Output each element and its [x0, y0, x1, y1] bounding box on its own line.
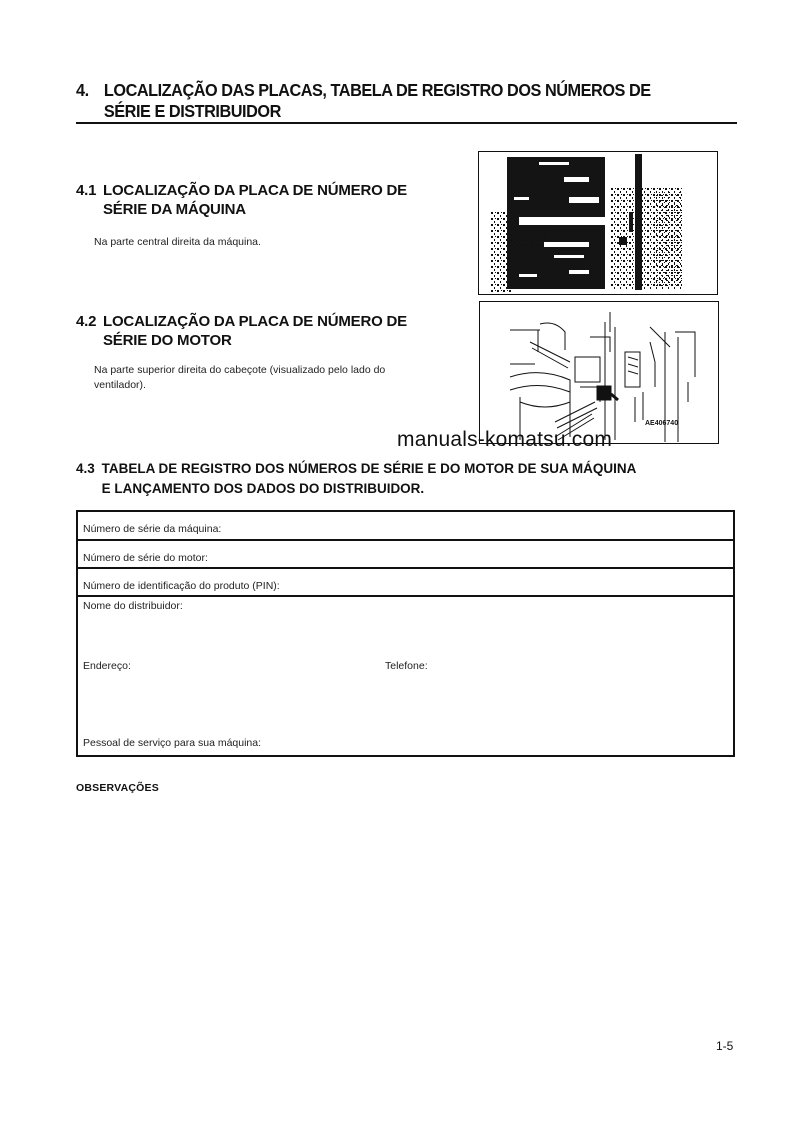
subsection-body-4-1: Na parte central direita da máquina. — [94, 236, 261, 248]
section-title-line1: LOCALIZAÇÃO DAS PLACAS, TABELA DE REGISTRO DOS NÚMEROS DE — [103, 80, 651, 100]
machine-photo-image — [479, 152, 717, 294]
distributor-name-label: Nome do distribuidor: — [83, 600, 183, 612]
phone-label: Telefone: — [385, 660, 428, 672]
engine-plate-drawing — [479, 301, 719, 444]
distributor-block[interactable] — [78, 597, 733, 755]
pin-row[interactable] — [78, 569, 733, 597]
heading-rule — [76, 122, 737, 124]
page-number: 1-5 — [716, 1039, 734, 1053]
body-line1: Na parte superior direita do cabeçote (visualizado pelo lado do — [94, 364, 386, 376]
observations-heading: OBSERVAÇÕES — [76, 782, 159, 794]
subsection-heading-4-2 — [76, 312, 466, 352]
registration-table — [76, 510, 735, 757]
subsection-body-4-2 — [94, 363, 464, 393]
engine-serial-label: Número de série do motor: — [83, 552, 208, 564]
engine-drawing-image — [480, 302, 718, 443]
section-number: 4. — [76, 80, 89, 100]
subsection-title-line2: E LANÇAMENTO DOS DADOS DO DISTRIBUIDOR. — [101, 481, 425, 497]
watermark-text: manuals-komatsu.com — [397, 428, 613, 451]
address-label: Endereço: — [83, 660, 131, 672]
subsection-heading-4-1 — [76, 181, 466, 221]
subsection-number: 4.1 — [76, 182, 97, 199]
machine-serial-label: Número de série da máquina: — [83, 523, 222, 535]
pin-label: Número de identificação do produto (PIN): — [83, 580, 280, 592]
subsection-title-line1: LOCALIZAÇÃO DA PLACA DE NÚMERO DE — [103, 182, 407, 199]
machine-serial-row[interactable] — [78, 512, 733, 541]
machine-plate-photo — [478, 151, 718, 295]
subsection-number: 4.3 — [76, 461, 95, 477]
subsection-title-line1: TABELA DE REGISTRO DOS NÚMEROS DE SÉRIE E DO MOTOR DE SUA MÁQUINA — [101, 461, 637, 477]
subsection-title-line2: SÉRIE DO MOTOR — [103, 332, 232, 349]
body-line2: ventilador). — [94, 379, 146, 391]
figure-caption: AE406740 — [645, 420, 679, 427]
subsection-title-line1: LOCALIZAÇÃO DA PLACA DE NÚMERO DE — [103, 313, 407, 330]
service-personnel-label: Pessoal de serviço para sua máquina: — [83, 737, 262, 749]
subsection-number: 4.2 — [76, 313, 97, 330]
section-title-line2: SÉRIE E DISTRIBUIDOR — [103, 101, 281, 121]
subsection-title-line2: SÉRIE DA MÁQUINA — [103, 201, 246, 218]
engine-serial-row[interactable] — [78, 541, 733, 569]
